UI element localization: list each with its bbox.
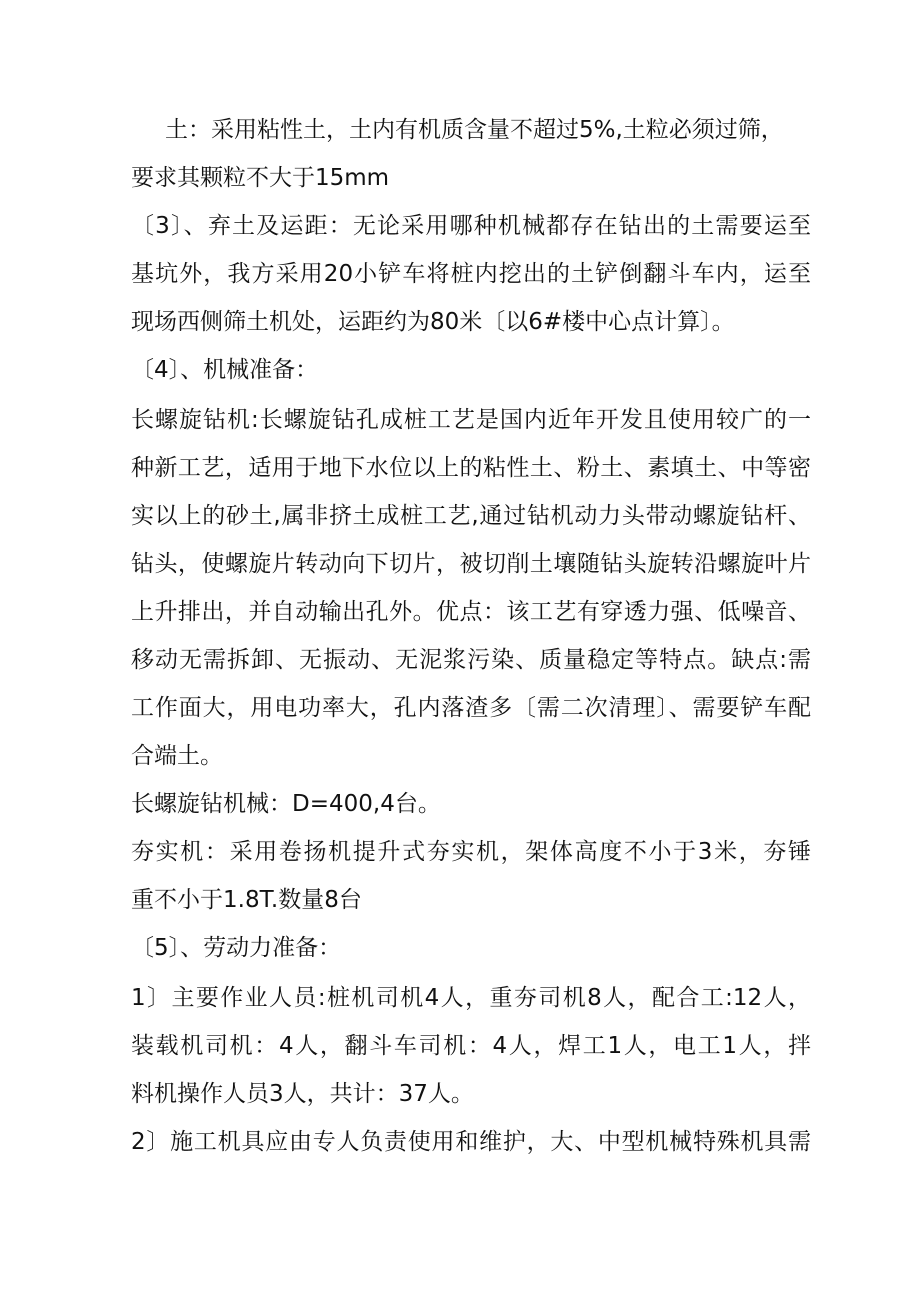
text-line: 工作面大，用电功率大，孔内落渣多〔需二次清理〕、需要铲车配 — [131, 695, 811, 721]
text-line: 装载机司机：4人，翻斗车司机：4人，焊工1人，电工1人，拌 — [131, 1033, 811, 1059]
section-heading: 〔4〕、机械准备： — [131, 357, 319, 383]
text-line: 土：采用粘性土，土内有机质含量不超过5%,土粒必须过筛， — [165, 117, 784, 143]
text-line: 基坑外，我方采用20小铲车将桩内挖出的土铲倒翻斗车内，运至 — [131, 261, 811, 287]
text-line: 夯实机：采用卷扬机提升式夯实机，架体高度不小于3米，夯锤 — [131, 839, 811, 865]
text-line: 现场西侧筛土机处，运距约为80米〔以6#楼中心点计算〕。 — [131, 309, 735, 335]
text-line: 钻头，使螺旋片转动向下切片，被切削土壤随钻头旋转沿螺旋叶片 — [131, 551, 811, 577]
text-line: 〔3〕、弃土及运距：无论采用哪种机械都存在钻出的土需要运至 — [131, 213, 811, 239]
text-line: 料机操作人员3人，共计：37人。 — [131, 1081, 474, 1107]
text-line: 要求其颗粒不大于15mm — [131, 165, 390, 191]
text-line: 上升排出，并自动输出孔外。优点：该工艺有穿透力强、低噪音、 — [131, 599, 811, 625]
text-line: 种新工艺，适用于地下水位以上的粘性土、粉土、素填土、中等密 — [131, 455, 811, 481]
text-line: 合端土。 — [131, 743, 223, 769]
text-line: 长螺旋钻机械：D=400,4台。 — [131, 791, 441, 817]
text-line: 移动无需拆卸、无振动、无泥浆污染、质量稳定等特点。缺点:需 — [131, 647, 811, 673]
text-line: 1〕主要作业人员:桩机司机4人，重夯司机8人，配合工:12人， — [131, 985, 811, 1011]
text-line: 重不小于1.8T.数量8台 — [131, 887, 362, 913]
section-heading: 〔5〕、劳动力准备： — [131, 935, 342, 961]
text-line: 2〕施工机具应由专人负责使用和维护，大、中型机械特殊机具需 — [131, 1129, 811, 1155]
text-line: 实以上的砂土,属非挤土成桩工艺,通过钻机动力头带动螺旋钻杆、 — [131, 503, 811, 529]
text-line: 长螺旋钻机:长螺旋钻孔成桩工艺是国内近年开发且使用较广的一 — [131, 407, 811, 433]
